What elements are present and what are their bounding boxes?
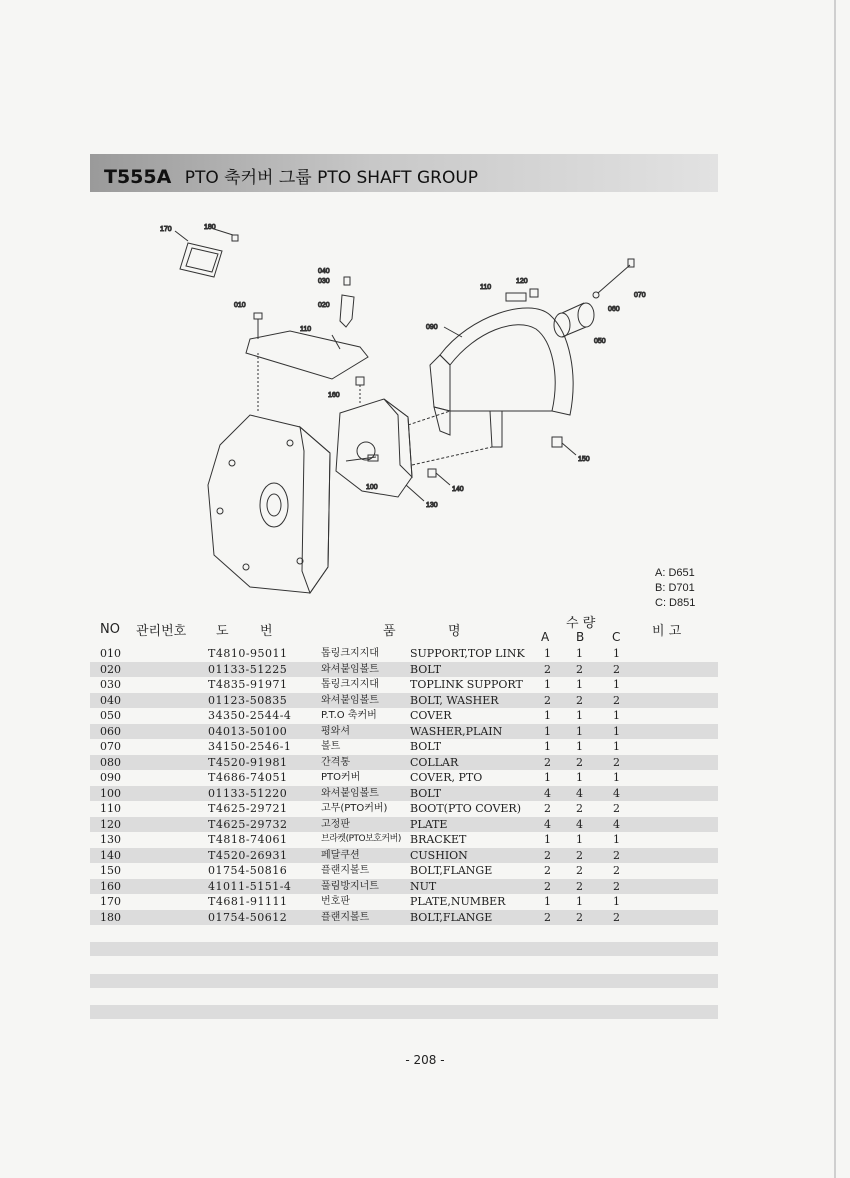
qty-b: 1 [576, 647, 583, 660]
part-name-kr: 풀림방지너트 [321, 880, 379, 892]
callout-050: 050 [594, 338, 606, 345]
table-row [90, 910, 718, 926]
empty-table-band [90, 974, 718, 988]
callout-100: 100 [366, 484, 378, 491]
callout-180: 180 [204, 224, 216, 231]
variant-b: B: D701 [655, 582, 695, 594]
table-row [90, 879, 718, 895]
part-name-kr: 와셔붙임볼트 [321, 663, 379, 675]
part-code: T4520-26931 [208, 848, 288, 862]
qty-b: 1 [576, 895, 583, 908]
qty-a: 1 [544, 740, 551, 753]
exploded-parts-diagram [150, 215, 670, 615]
part-code: 01133-51220 [208, 786, 288, 800]
qty-c: 2 [613, 693, 620, 707]
qty-c: 1 [613, 771, 620, 784]
table-row [90, 786, 718, 802]
callout-120: 120 [516, 278, 528, 285]
part-no: 030 [100, 678, 121, 691]
variant-a: A: D651 [655, 567, 695, 579]
part-code: 34350-2544-4 [208, 709, 292, 722]
part-no: 080 [100, 755, 121, 769]
empty-table-band [90, 942, 718, 956]
qty-a: 4 [544, 817, 551, 831]
variant-c: C: D851 [655, 597, 696, 609]
part-code: 01133-51225 [208, 662, 288, 676]
qty-b: 1 [576, 724, 583, 738]
part-no: 020 [100, 662, 121, 676]
part-name-en: NUT [410, 879, 437, 893]
header-qty-c: C [612, 630, 621, 644]
qty-b: 1 [576, 678, 583, 691]
part-name-en: COVER [410, 709, 452, 722]
header-name-1: 품 [383, 624, 396, 639]
pto-bracket-part [336, 399, 412, 497]
part-code: 01123-50835 [208, 693, 288, 707]
table-row [90, 677, 718, 693]
part-no: 060 [100, 724, 121, 738]
part-code: T4818-74061 [208, 833, 288, 846]
qty-c: 2 [613, 755, 620, 769]
part-name-en: COVER, PTO [410, 771, 483, 784]
table-row [90, 832, 718, 848]
part-no: 050 [100, 709, 121, 722]
qty-a: 2 [544, 662, 551, 676]
qty-b: 2 [576, 802, 583, 815]
qty-c: 4 [613, 817, 620, 831]
boot-part [506, 289, 538, 301]
part-no: 150 [100, 864, 121, 877]
header-name-2: 명 [448, 624, 461, 639]
header-remarks: 비 고 [652, 624, 682, 639]
part-name-en: PLATE [410, 817, 448, 831]
part-no: 040 [100, 693, 121, 707]
part-name-kr: 톱링크지지대 [321, 648, 379, 659]
page-number: - 208 - [405, 1053, 445, 1067]
qty-c: 1 [613, 647, 620, 660]
part-name-en: BOLT [410, 786, 442, 800]
qty-a: 1 [544, 771, 551, 784]
header-mgmt-no: 관리번호 [136, 624, 187, 639]
number-plate-part [175, 229, 238, 277]
pto-cover-part [430, 308, 573, 447]
qty-b: 2 [576, 755, 583, 769]
empty-table-band [90, 1005, 718, 1019]
page-edge [834, 0, 836, 1178]
part-code: 04013-50100 [208, 724, 288, 738]
pto-shaft-cover-part [554, 259, 634, 337]
callout-140: 140 [452, 486, 464, 493]
qty-b: 2 [576, 879, 583, 893]
qty-a: 2 [544, 910, 551, 924]
header-no: NO [100, 622, 120, 637]
table-row [90, 693, 718, 709]
qty-a: 2 [544, 864, 551, 877]
callout-170: 170 [160, 226, 172, 233]
qty-c: 2 [613, 864, 620, 877]
table-row [90, 708, 718, 724]
qty-a: 2 [544, 755, 551, 769]
callout-030: 020 [318, 302, 330, 309]
part-code: T4810-95011 [208, 647, 288, 660]
flange-bolt-part [552, 437, 576, 455]
part-name-en: WASHER,PLAIN [410, 724, 503, 738]
table-row [90, 662, 718, 678]
part-no: 100 [100, 786, 121, 800]
callout-090: 090 [426, 324, 438, 331]
part-code: 01754-50612 [208, 910, 288, 924]
part-name-kr: 볼트 [321, 741, 341, 752]
part-code: 41011-5151-4 [208, 879, 292, 893]
part-name-kr: 고무(PTO커버) [321, 803, 388, 814]
callout-130: 130 [426, 502, 438, 509]
callout-020: 010 [234, 302, 246, 309]
part-code: T4686-74051 [208, 771, 288, 784]
part-code: 34150-2546-1 [208, 740, 292, 753]
part-name-en: BOOT(PTO COVER) [410, 802, 521, 815]
part-code: T4520-91981 [208, 755, 288, 769]
part-name-kr: PTO커버 [321, 772, 361, 783]
qty-b: 1 [576, 709, 583, 722]
group-code: T555A [104, 166, 172, 188]
part-no: 160 [100, 879, 121, 893]
qty-c: 2 [613, 910, 620, 924]
part-name-kr: 고정판 [321, 818, 350, 830]
qty-b: 1 [576, 833, 583, 846]
part-name-kr: 톱링크지지대 [321, 679, 379, 690]
part-no: 010 [100, 647, 121, 660]
table-row [90, 755, 718, 771]
qty-c: 1 [613, 709, 620, 722]
part-name-en: BRACKET [410, 833, 467, 846]
part-name-kr: P.T.O 축커버 [321, 710, 377, 721]
qty-b: 4 [576, 817, 583, 831]
table-row [90, 801, 718, 817]
qty-b: 1 [576, 740, 583, 753]
qty-a: 4 [544, 786, 551, 800]
qty-b: 2 [576, 864, 583, 877]
table-row [90, 817, 718, 833]
part-name-en: BOLT,FLANGE [410, 864, 493, 877]
qty-c: 1 [613, 895, 620, 908]
header-qty-a: A [541, 630, 550, 644]
qty-b: 1 [576, 771, 583, 784]
table-row [90, 848, 718, 864]
part-no: 070 [100, 740, 121, 753]
callout-110: 110 [480, 284, 492, 291]
qty-a: 1 [544, 895, 551, 908]
callout-160: 160 [328, 392, 340, 399]
part-code: T4835-91971 [208, 678, 288, 691]
table-row [90, 646, 718, 662]
part-name-en: COLLAR [410, 755, 459, 769]
group-title: PTO 축커버 그룹 PTO SHAFT GROUP [184, 168, 479, 188]
part-name-en: CUSHION [410, 848, 468, 862]
part-name-kr: 간격통 [321, 756, 350, 768]
callout-010: 110 [300, 326, 312, 333]
part-name-kr: 플랜지볼트 [321, 911, 370, 923]
qty-a: 2 [544, 802, 551, 815]
table-row [90, 724, 718, 740]
callout-040: 040 [318, 268, 330, 275]
part-no: 140 [100, 848, 121, 862]
part-code: T4625-29721 [208, 802, 288, 815]
model-variants-legend [655, 566, 695, 611]
qty-b: 2 [576, 848, 583, 862]
qty-c: 2 [613, 848, 620, 862]
part-name-en: BOLT,FLANGE [410, 910, 493, 924]
part-name-en: SUPPORT,TOP LINK [410, 647, 525, 660]
header-qty-b: B [576, 630, 585, 644]
transmission-housing [208, 415, 330, 593]
part-code: T4681-91111 [208, 895, 288, 908]
qty-a: 1 [544, 678, 551, 691]
header-drawing-1: 도 [216, 624, 229, 639]
qty-a: 2 [544, 848, 551, 862]
part-name-en: BOLT [410, 740, 442, 753]
parts-table [90, 646, 718, 925]
qty-a: 2 [544, 693, 551, 707]
qty-a: 1 [544, 724, 551, 738]
qty-a: 1 [544, 647, 551, 660]
qty-c: 2 [613, 662, 620, 676]
part-code: 01754-50816 [208, 864, 288, 877]
part-name-kr: 와셔붙임볼트 [321, 787, 379, 799]
qty-c: 1 [613, 724, 620, 738]
part-name-kr: 번호판 [321, 896, 350, 907]
header-quantity: 수 량 [566, 616, 596, 631]
header-drawing-2: 번 [260, 624, 273, 639]
qty-a: 2 [544, 879, 551, 893]
part-no: 090 [100, 771, 121, 784]
qty-c: 2 [613, 879, 620, 893]
qty-a: 1 [544, 709, 551, 722]
part-name-kr: 페달쿠션 [321, 849, 360, 861]
part-no: 170 [100, 895, 121, 908]
qty-c: 4 [613, 786, 620, 800]
part-no: 130 [100, 833, 121, 846]
table-row [90, 739, 718, 755]
page-title [104, 163, 478, 188]
qty-c: 1 [613, 833, 620, 846]
qty-a: 1 [544, 833, 551, 846]
part-name-en: PLATE,NUMBER [410, 895, 506, 908]
qty-c: 1 [613, 740, 620, 753]
part-name-kr: 플랜지볼트 [321, 865, 370, 876]
part-name-kr: 평와셔 [321, 725, 350, 737]
part-name-en: TOPLINK SUPPORT [410, 678, 523, 691]
table-row [90, 770, 718, 786]
qty-b: 2 [576, 693, 583, 707]
table-row [90, 894, 718, 910]
callout-060: 060 [608, 306, 620, 313]
part-name-kr: 와셔붙임볼트 [321, 694, 379, 706]
part-no: 120 [100, 817, 121, 831]
qty-c: 2 [613, 802, 620, 815]
qty-c: 1 [613, 678, 620, 691]
table-row [90, 863, 718, 879]
part-no: 110 [100, 802, 121, 815]
qty-b: 2 [576, 662, 583, 676]
part-name-kr: 브라켓(PTO보호커버) [321, 834, 401, 844]
callout-150: 150 [578, 456, 590, 463]
part-code: T4625-29732 [208, 817, 288, 831]
callout-080: 030 [318, 278, 330, 285]
qty-b: 4 [576, 786, 583, 800]
qty-b: 2 [576, 910, 583, 924]
part-name-en: BOLT, WASHER [410, 693, 499, 707]
callout-070: 070 [634, 292, 646, 299]
part-name-en: BOLT [410, 662, 442, 676]
part-no: 180 [100, 910, 121, 924]
